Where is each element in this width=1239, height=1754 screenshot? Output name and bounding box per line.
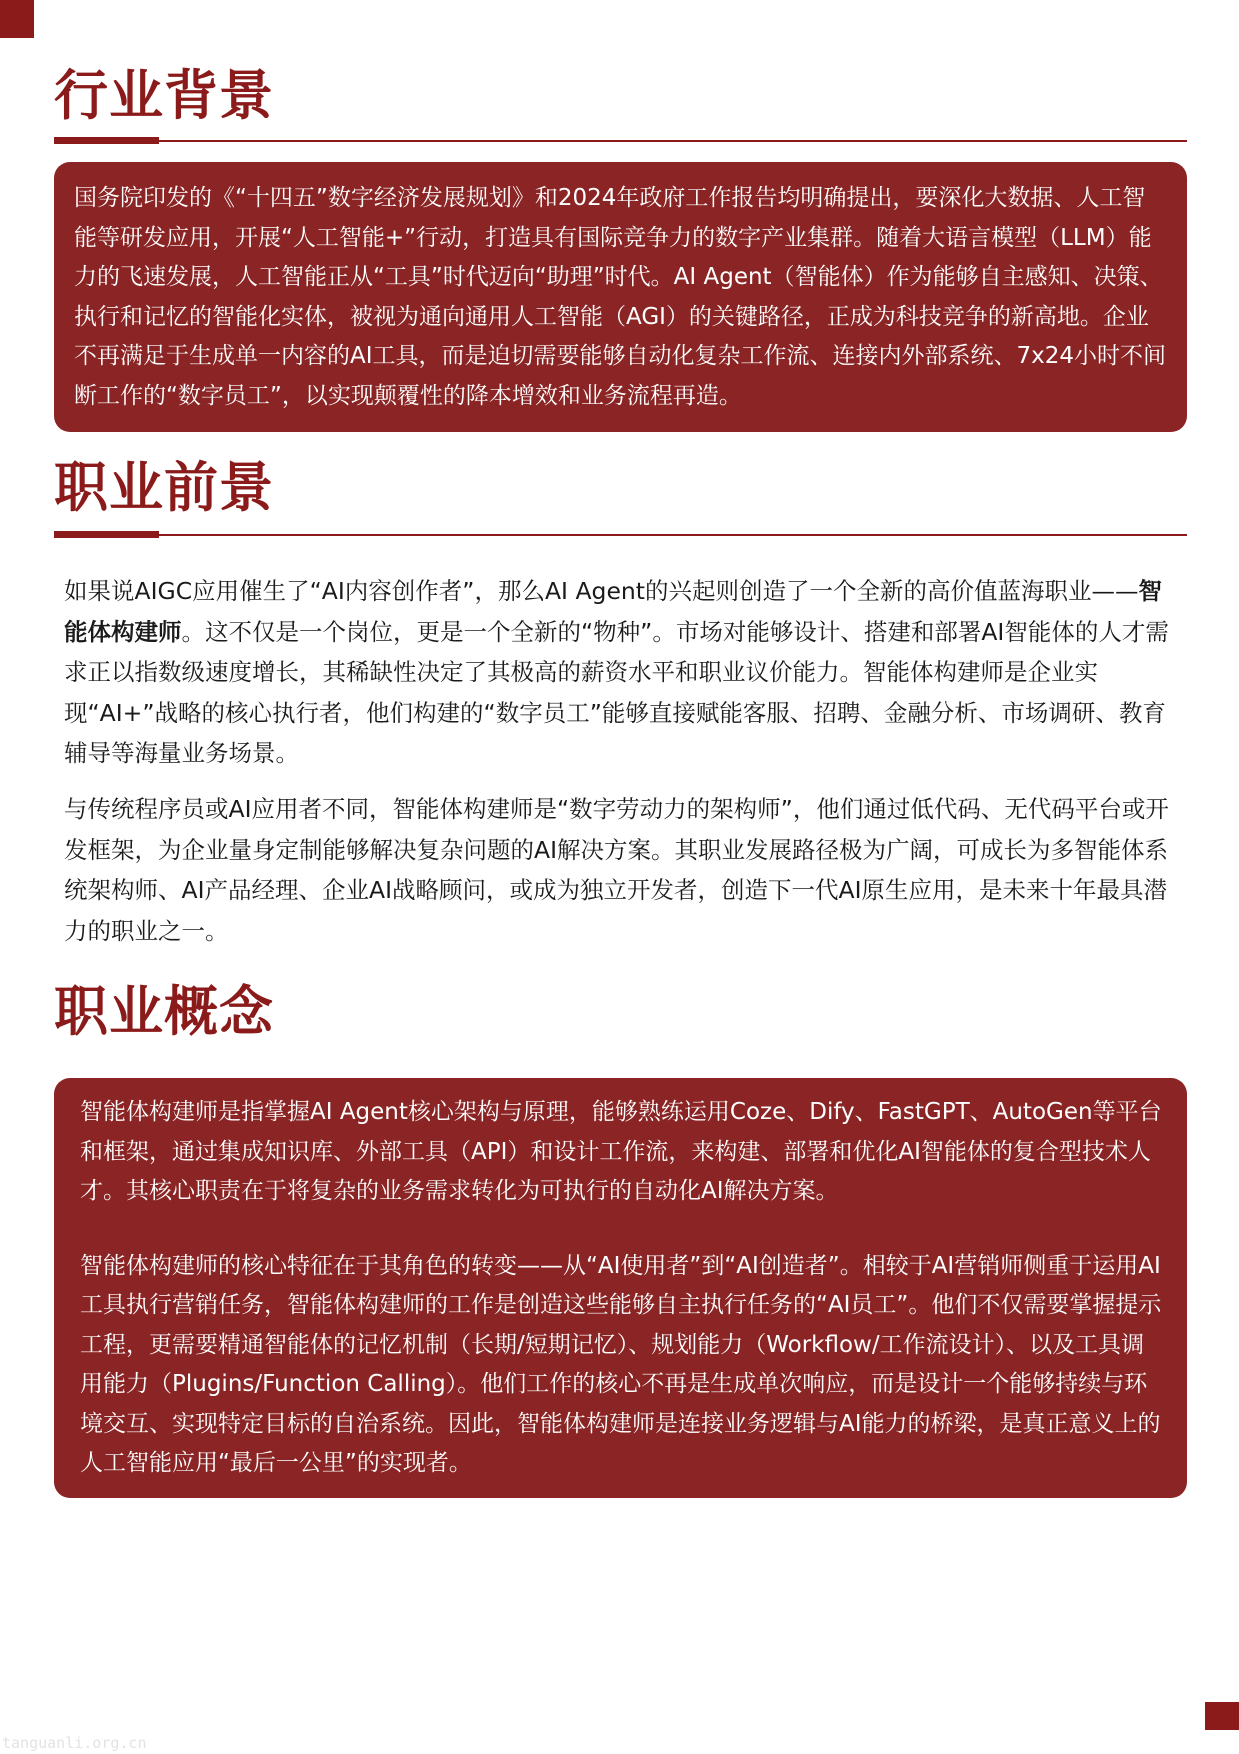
heading-underline-accent — [54, 137, 159, 144]
heading-career-concept: 职业概念 — [54, 980, 274, 1043]
career-concept-box — [54, 1078, 1187, 1498]
watermark: tanguanli.org.cn — [2, 1734, 147, 1752]
highlight-job-title: 智能体构建师 — [64, 577, 1163, 646]
heading-underline-accent — [54, 531, 159, 538]
career-concept-paragraph-2: 智能体构建师的核心特征在于其角色的转变——从“AI使用者”到“AI创造者”。相较于AI营销师侧重于运用AI工具执行营销任务，智能体构建师的工作是创造这些能够自主执行任务的“AI员工”。他们不仅需要掌握提示工程，更需要精通智能体的记忆机制（长期/短期记忆）、规划能力（Workflow/工作流设计）、以及工具调用能力（Plugins/Function Calling）。他们工作的核心不再是生成单次响应，而是设计一个能够持续与环境交互、实现特定目标的自治系统。因此，智能体构建师是连接业务逻辑与AI能力的桥梁，是真正意义上的人工智能应用“最后一公里”的实现者。 — [80, 1252, 1162, 1476]
career-concept-paragraph-1: 智能体构建师是指掌握AI Agent核心架构与原理，能够熟练运用Coze、Dify、FastGPT、AutoGen等平台和框架，通过集成知识库、外部工具（API）和设计工作流，来构建、部署和优化AI智能体的复合型技术人才。其核心职责在于将复杂的业务需求转化为可执行的自动化AI解决方案。 — [80, 1099, 1162, 1204]
industry-background-text: 国务院印发的《“十四五”数字经济发展规划》和2024年政府工作报告均明确提出，要深化大数据、人工智能等研发应用，开展“人工智能+”行动，打造具有国际竞争力的数字产业集群。随着大语言模型（LLM）能力的飞速发展，人工智能正从“工具”时代迈向“助理”时代。AI Agent（智能体）作为能够自主感知、决策、执行和记忆的智能化实体，被视为通向通用人工智能（AGI）的关键路径，正成为科技竞争的新高地。企业不再满足于生成单一内容的AI工具，而是迫切需要能够自动化复杂工作流、连接内外部系统、7x24小时不间断工作的“数字员工”，以实现颠覆性的降本增效和业务流程再造。 — [74, 185, 1167, 409]
heading-career-prospects: 职业前景 — [54, 456, 274, 519]
corner-decoration-bottom-right — [1205, 1702, 1239, 1730]
career-prospects-paragraph-2: 与传统程序员或AI应用者不同，智能体构建师是“数字劳动力的架构师”，他们通过低代码、无代码平台或开发框架，为企业量身定制能够解决复杂问题的AI解决方案。其职业发展路径极为广阔，可成长为多智能体系统架构师、AI产品经理、企业AI战略顾问，或成为独立开发者，创造下一代AI原生应用，是未来十年最具潜力的职业之一。 — [64, 795, 1169, 945]
heading-underline — [54, 534, 1187, 536]
heading-underline — [54, 140, 1187, 142]
industry-background-box — [54, 162, 1187, 432]
career-prospects-paragraph-1: 如果说AIGC应用催生了“AI内容创作者”，那么AI Agent的兴起则创造了一个全新的高价值蓝海职业——智能体构建师。这不仅是一个岗位，更是一个全新的“物种”。市场对能够设计、搭建和部署AI智能体的人才需求正以指数级速度增长，其稀缺性决定了其极高的薪资水平和职业议价能力。智能体构建师是企业实现“AI+”战略的核心执行者，他们构建的“数字员工”能够直接赋能客服、招聘、金融分析、市场调研、教育辅导等海量业务场景。 — [64, 577, 1169, 767]
heading-industry-background: 行业背景 — [54, 64, 274, 127]
corner-decoration-top-left — [0, 0, 34, 38]
